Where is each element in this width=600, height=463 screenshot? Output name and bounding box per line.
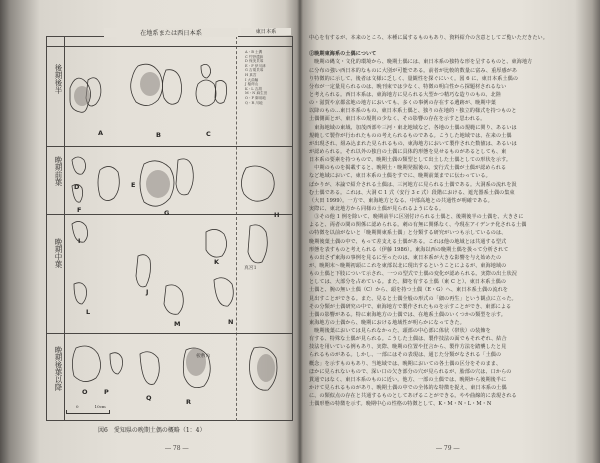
text-line: が出現され、組み込まれた見られるもの、東海地方において製作された数値は、あるいは bbox=[309, 140, 517, 147]
text-line bbox=[309, 42, 577, 50]
text-line: 貫通ではなく、東日本系のものに近い。他方、一部の土偶では、晩期から後期後半に bbox=[309, 376, 507, 383]
text-line: その分類が土偶研究の中で、東海地方で製作されたものを示すことができ、東部による bbox=[309, 303, 512, 310]
figure-6 bbox=[46, 28, 293, 428]
legend-line: O・P 御用地 bbox=[245, 95, 266, 100]
scale-label: 0 10cm bbox=[76, 404, 106, 409]
figurine-c-front bbox=[196, 80, 216, 106]
text-line: の・滋賀や京都盆地の地方においても、多くの事例の存在する遺跡が、晩期中葉 bbox=[309, 100, 496, 107]
text-line: 土偶の影響がある。特に東海地方の土偶では、在地系土偶のいくつかの類型を示す。 bbox=[309, 311, 506, 318]
figurine-k bbox=[206, 229, 227, 257]
legend-line: M・N 麻生田 bbox=[245, 91, 268, 96]
text-line: が、晩期末～晩期初頭にこれを東部以北に現出するということによるが、東海地域の bbox=[309, 262, 507, 269]
text-line: 中期のものを掲載すると、晩期土・晩期発掘後の、安行式土偶が土偶が認められる bbox=[309, 165, 507, 172]
text-line: に、の類似点の存在と共通するものとしてあげることができる。やや曲線的に表現される bbox=[309, 393, 517, 400]
legend-line: I 大曲輪 bbox=[245, 77, 259, 82]
text-line: 土偶形態の特徴を示す。晩期中心の性格の特徴として、K・M・N・L・M・N bbox=[309, 401, 492, 408]
figurine-j bbox=[136, 255, 151, 287]
figurine-p bbox=[110, 353, 123, 374]
text-line: の特徴を以前がないと「晩期関東系土偶」と分類する研究がいつも示しているのは、 bbox=[309, 230, 507, 237]
period-late-late: 後期後半 bbox=[54, 64, 63, 94]
figurine-m bbox=[164, 285, 183, 314]
text-line: 土偶側面とが、東日本の規則の少なく、その影響の存在を示すと思われる。 bbox=[309, 116, 486, 123]
text-line: に分布の強い西日本的なものに大別が可能である。前者が比較的数量に富み、重厚感があ bbox=[309, 67, 518, 74]
group-label-q: Q bbox=[146, 394, 152, 402]
period-final-late: 晩期後葉以降 bbox=[54, 346, 63, 391]
page-number-left: ― 78 ― bbox=[165, 445, 189, 452]
group-label-f: F bbox=[77, 206, 82, 214]
header-east: 東日本系 bbox=[241, 28, 291, 35]
text-line: 中心を有するが、本来のところ、本種に属するものもあり、資料紹介の含意としてご覧いただきたい。 bbox=[309, 35, 548, 41]
text-line: 見出すことができる。また、見ると土偶全般の形式の「細の再生」という観点に立った。 bbox=[309, 295, 517, 302]
legend-line: C 竹野遺跡 bbox=[245, 54, 264, 59]
group-label-r: R bbox=[186, 398, 192, 406]
figurine-east-1 bbox=[248, 225, 267, 263]
group-label-k: K bbox=[214, 258, 220, 266]
text-line: と考えられる。西日本系は、東海地方に見られる大型かつ精巧な造りのもの、北陸 bbox=[309, 91, 501, 98]
text-line: 形態を表すものと考えられる（伊藤 1986）。東海以西の晩期土偶を扱って分析されて bbox=[309, 246, 509, 253]
section-heading: ②晩期東海系の土偶について bbox=[309, 51, 377, 58]
text-line: ③その他 1 例を除いて、晩期前半に区別付けられる土偶と、後期後半の土偶を、大きさに bbox=[309, 214, 524, 221]
figurine-b-back bbox=[162, 70, 181, 105]
group-label-o: O bbox=[82, 388, 88, 396]
group-label-h: H bbox=[274, 211, 280, 219]
site-label-east: 真宮1 bbox=[244, 266, 257, 271]
figurine-c-back bbox=[215, 80, 227, 103]
text-line: 晩期後葉においては見られなかった、頭部の中心部に体状（帯状）の装飾を bbox=[309, 328, 491, 335]
text-line: ほかに見られないもので、深い口の欠き部分の穴が見られるが、胎部の穴は、口からの bbox=[309, 368, 512, 375]
text-line: り特徴的に示して、後者は文様に乏しく、量観性を探ぐにいく。図 6 に、東日本系土偶の bbox=[309, 75, 519, 82]
figurine-n bbox=[214, 278, 233, 306]
text-line: かけて見られるものがあり、晩期土偶の中での全体的な特徴を捉え、東日本系の土偶 bbox=[309, 385, 507, 392]
text-line: 以降のもの…東日本系のもの、東日本系土偶と、独りの在地的・独立的様式を持つものと bbox=[309, 108, 517, 115]
text-line: 規範して製作が行われたものの考えられるものである。こうした地域では、在来の土偶 bbox=[309, 132, 512, 139]
group-label-i: I bbox=[78, 237, 81, 245]
figurine-l bbox=[74, 283, 87, 304]
group-label-b: B bbox=[156, 131, 161, 139]
period-final-middle: 晩期中葉 bbox=[54, 238, 63, 268]
figurine-e bbox=[98, 166, 119, 200]
legend-line: E・F 伊川津 bbox=[245, 63, 266, 68]
group-label-p: P bbox=[104, 388, 109, 396]
text-line: など地域において、東日本系の土偶をすでに、晩期前葉までに伝わっている。 bbox=[309, 173, 491, 180]
group-label-m: M bbox=[174, 320, 181, 328]
text-line: としては、大部分を占めている。また、脚を有する土偶（東 C と）、東日本系土偶の bbox=[309, 279, 507, 286]
text-line: もの土偶と下肢について示され、一つの型式で土偶の変化が認められる。実際の出土状況 bbox=[309, 271, 517, 278]
figure-caption: 図6 愛知県の晩期土偶の概略（1：4） bbox=[98, 427, 206, 434]
figurine-drawings bbox=[46, 36, 293, 421]
text-line: 有する、特殊な土偶が見られる。こうした土偶は、製作技法の面でもそれぞれ、結合 bbox=[309, 336, 507, 343]
text-line: 東海地方の土偶から、晩期における地域性が明らかになってきた。 bbox=[309, 319, 465, 326]
text-line: 概念」を示すものもあり、当地域では、晩期においての各土偶の区分をそのまま、 bbox=[309, 360, 502, 367]
text-line: 東海地域の東域、加茂西部や三河・東北地域など、各地の土偶の規範に関り、あるいは bbox=[309, 124, 517, 131]
text-line: が認められる。それ以外の独自の土偶に具体的形態を見せるものがあるとしても、東 bbox=[309, 148, 507, 155]
figurine-c-side bbox=[201, 64, 211, 78]
text-line: 晩期の縄文・文化的環境から、晩期土偶には、東日本系の独特な形を呈するものと、東海地方 bbox=[309, 59, 533, 66]
scale-bar bbox=[66, 410, 110, 414]
text-line: 分布が一定量見られるのは、晩刊束では少なく、特徴の明白性から探題材されるない bbox=[309, 83, 507, 90]
text-line: 日本系の要素を持つもので、晩期土偶の類型として出土した土偶としての形状を示す。 bbox=[309, 157, 512, 164]
legend-line: Q・R 川地 bbox=[245, 100, 263, 105]
text-line: 技法を用いている例もあり、実際、晩期の位置や狂言から、製作方法を踏襲したと見 bbox=[309, 344, 507, 351]
legend-line: H 真宮 bbox=[245, 72, 257, 77]
text-line: られるものがある。しかし、一部にはその表現は、通じた分類がなされる「土偶の bbox=[309, 352, 502, 359]
group-label-g: G bbox=[164, 209, 170, 217]
figurine-d bbox=[72, 157, 86, 174]
period-final-early: 晩期前葉 bbox=[54, 156, 63, 186]
text-line: 実際に、東北地方から同様の土偶が見られるようになる。 bbox=[309, 205, 445, 212]
site-label-hikosan: 板敷山 bbox=[196, 354, 211, 359]
figurine-o bbox=[72, 346, 100, 382]
group-label-d: D bbox=[74, 183, 80, 191]
text-line: 土偶と、腕の無い土偶（C）から、頭を持つ土偶（E・G）へ、東日本系土偶の流れを bbox=[309, 287, 508, 294]
text-line: （大田 1999）。一方で、東海地方となる、中部高地との共通性が明確である。 bbox=[309, 197, 493, 204]
group-label-e: E bbox=[131, 181, 136, 189]
text-line: よると、両者の間の関係に認められる。刺の有無に関係なく、今現在アイデンテ化される土偶 bbox=[309, 222, 527, 229]
group-label-l: L bbox=[86, 308, 91, 316]
header-west: 在地系または西日本系 bbox=[104, 28, 238, 37]
group-label-j: J bbox=[146, 288, 149, 296]
legend-line: K・L 吉胡 bbox=[245, 86, 262, 91]
text-line: 晩期後葉土偶の中で、もって差支える土偶がある。これは他の地域とは共通する型式 bbox=[309, 238, 507, 245]
text-line: む土偶である。これは、大洞 C 1 式（安行 3 c 式）段階における、遮光器系土偶の集束 bbox=[309, 189, 515, 196]
legend-line: G 吉胡貝塚 bbox=[245, 68, 264, 73]
page-number-right: ― 79 ― bbox=[436, 445, 460, 452]
body-text bbox=[309, 34, 577, 408]
figurine-q bbox=[140, 352, 159, 385]
text-line: ばかりが、本論で紹介される土偶は、三河地方に見られる土偶である。大洞系の流れを汲 bbox=[309, 181, 517, 188]
legend-line: J 稲荷山 bbox=[245, 82, 259, 87]
text-line: もの出さず東海の事例を見るに至ったのは、東日本系が大きな影響を与え始めたの bbox=[309, 254, 502, 261]
legend-line: A・B 土偶 bbox=[245, 50, 263, 54]
legend-line: D 保美貝塚 bbox=[245, 59, 264, 64]
figurine-h bbox=[241, 166, 274, 201]
group-label-n: N bbox=[228, 318, 234, 326]
group-label-c: C bbox=[206, 130, 211, 138]
group-label-a: A bbox=[98, 129, 104, 137]
figurine-g-side bbox=[176, 159, 193, 195]
